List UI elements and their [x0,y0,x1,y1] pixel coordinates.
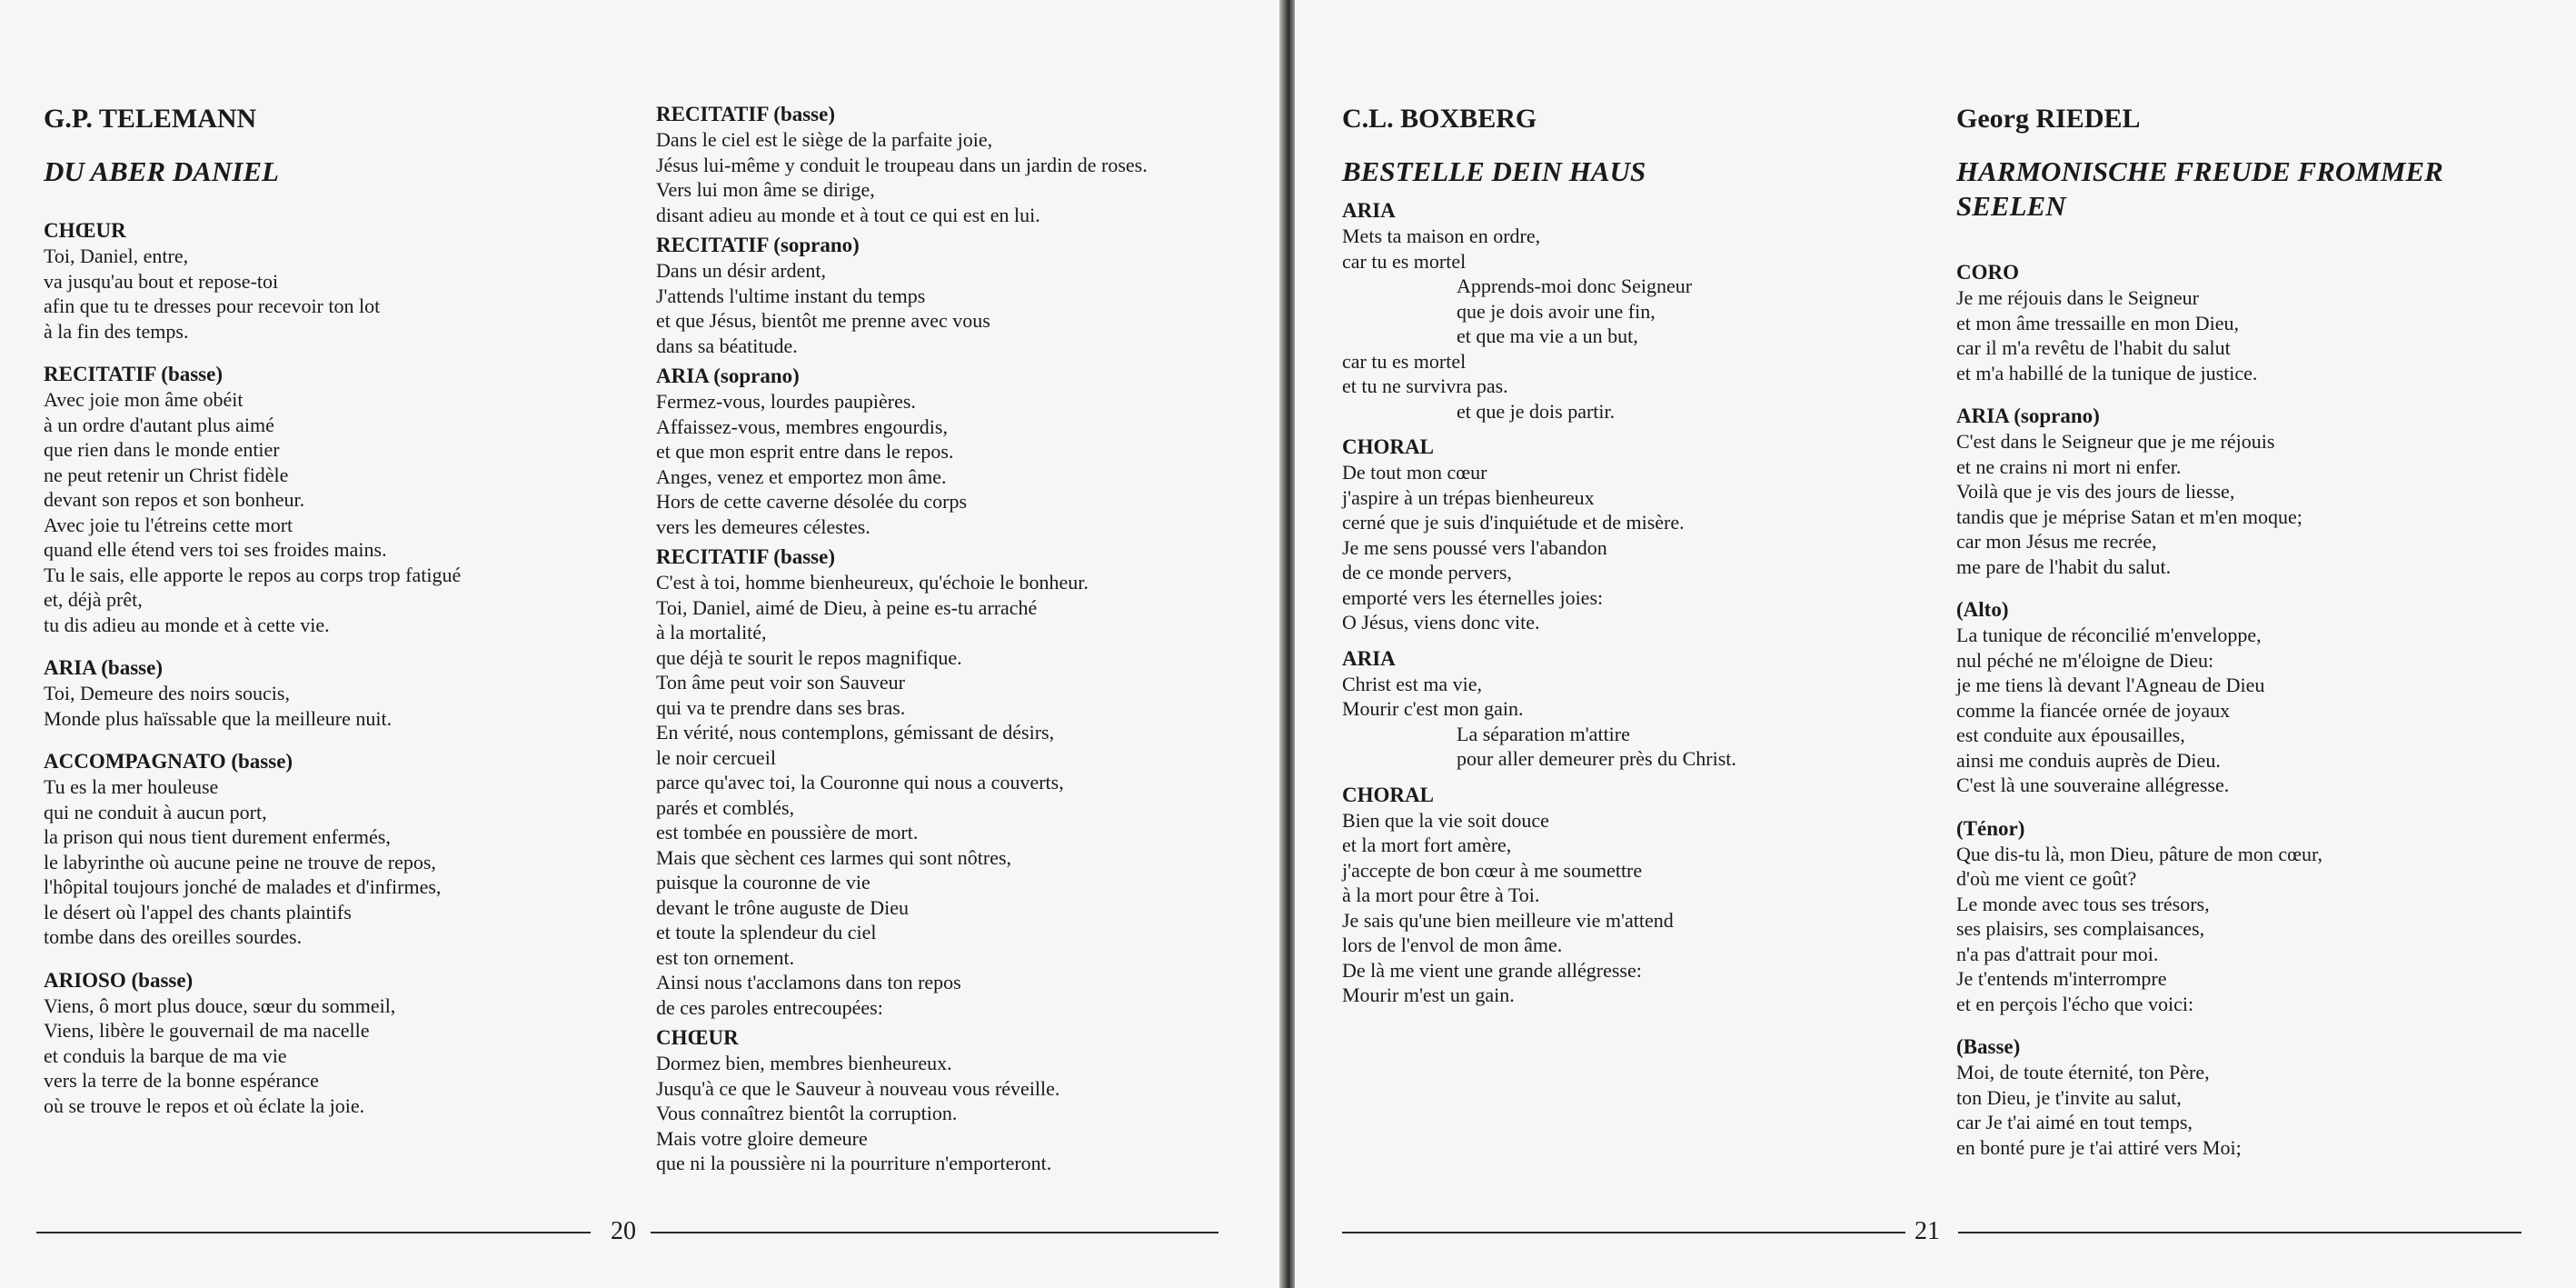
lyric-line: dans sa béatitude. [656,334,798,357]
lyric-line: tu dis adieu au monde et à cette vie. [44,613,330,636]
lyric-line: et conduis la barque de ma vie [44,1043,287,1067]
lyric-line: Anges, venez et emportez mon âme. [656,464,947,488]
section-heading: RECITATIF (soprano) [656,234,860,256]
boxberg-column [1342,102,1924,1019]
lyric-line: C'est là une souveraine allégresse. [1956,774,2230,796]
lyric-line: J'attends l'ultime instant du temps [656,284,926,307]
lyric-line: La tunique de réconcilié m'enveloppe, [1956,624,2262,646]
lyric-line: De tout mon cœur [1342,461,1487,484]
section-heading: (Basse) [1956,1035,2021,1058]
lyric-line: Ton âme peut voir son Sauveur [656,671,906,694]
section-heading: ARIA (basse) [44,656,163,679]
lyric-line: De là me vient une grande allégresse: [1342,958,1642,982]
lyric-line: ses plaisirs, ses complaisances, [1956,917,2205,940]
lyric-line: emporté vers les éternelles joies: [1342,585,1604,609]
lyric-line: j'aspire à un trépas bienheureux [1342,485,1595,509]
lyric-line: que ni la poussière ni la pourriture n'emporteront. [656,1152,1052,1174]
composer-name: G.P. TELEMANN [44,104,257,134]
lyric-line: En vérité, nous contemplons, gémissant de désirs, [656,721,1055,744]
lyric-line: Dormez bien, membres bienheureux. [656,1052,952,1074]
lyric-line: Affaissez-vous, membres engourdis, [656,414,948,438]
section-heading: ACCOMPAGNATO (basse) [44,750,293,773]
section-list [656,102,1238,1176]
lyric-line: cerné que je suis d'inquiétude et de misère. [1342,511,1685,534]
lyric-line: devant son repos et son bonheur. [44,488,305,511]
lyric-line: tombe dans des oreilles sourdes. [44,925,303,948]
page-footer [0,1218,1279,1245]
section-heading: CHŒUR [44,219,126,242]
lyric-line: Ainsi nous t'acclamons dans ton repos [656,971,961,993]
lyric-line: car tu es mortel [1342,249,1467,273]
lyric-line: j'accepte de bon cœur à me soumettre [1342,858,1643,882]
lyric-line: Hors de cette caverne désolée du corps [656,490,968,513]
lyric-line: parce qu'avec toi, la Couronne qui nous a couverts, [656,771,1064,794]
lyric-line: quand elle étend vers toi ses froides mains. [44,538,387,561]
lyric-line: qui va te prendre dans ses bras. [656,695,906,719]
lyric-line: Toi, Demeure des noirs soucis, [44,682,290,704]
lyric-line: et tu ne survivra pas. [1342,374,1508,397]
lyric-line: ainsi me conduis auprès de Dieu. [1956,748,2221,772]
lyric-line: Christ est ma vie, [1342,672,1482,695]
lyric-section [656,364,1238,539]
lyric-line: à la mort pour être à Toi. [1342,884,1540,906]
book-gutter [1279,0,1295,1288]
lyric-line: Mourir c'est mon gain. [1342,697,1524,720]
work-title-line: HARMONISCHE FREUDE FROMMER [1956,155,2443,187]
lyric-section [656,544,1238,1020]
lyric-line: Toi, Daniel, aimé de Dieu, à peine es-tu arraché [656,595,1038,619]
lyric-line: Monde plus haïssable que la meilleure nuit. [44,706,393,730]
lyric-line: la prison qui nous tient durement enfermés, [44,825,391,848]
work-title-line: SEELEN [1956,190,2066,222]
lyric-line: et que ma vie a un but, [1457,324,1638,347]
lyric-line: l'hôpital toujours jonché de malades et d'infirmes, [44,875,442,898]
lyric-line: car Je t'ai aimé en tout temps, [1956,1111,2193,1133]
lyric-line: disant adieu au monde et à tout ce qui est en lui. [656,203,1040,226]
lyric-section [44,655,625,731]
lyric-line: je me tiens là devant l'Agneau de Dieu [1956,674,2265,696]
work-title: BESTELLE DEIN HAUS [1342,155,1646,187]
lyric-line: Avec joie mon âme obéit [44,388,244,411]
lyric-line: Mets ta maison en ordre, [1342,225,1541,247]
lyric-line: Je me sens poussé vers l'abandon [1342,535,1607,559]
lyric-section [656,102,1238,227]
section-heading: CHORAL [1342,783,1434,806]
lyric-line: et que Jésus, bientôt me prenne avec vous [656,309,990,332]
lyric-line: qui ne conduit à aucun port, [44,800,267,824]
lyric-line: vers la terre de la bonne espérance [44,1069,319,1092]
lyric-line: Tu es la mer houleuse [44,775,219,798]
lyric-line: Dans un désir ardent, [656,259,826,282]
lyric-line: tandis que je méprise Satan et m'en moque; [1956,504,2302,528]
lyric-line: Je me réjouis dans le Seigneur [1956,286,2199,309]
lyric-line: Mourir m'est un gain. [1342,983,1515,1006]
lyric-line: parés et comblés, [656,795,795,819]
lyric-line: Viens, libère le gouvernail de ma nacelle [44,1019,370,1042]
lyric-line: puisque la couronne de vie [656,871,870,894]
lyric-line: et que je dois partir. [1457,399,1616,423]
lyric-line: comme la fiancée ornée de joyaux [1956,698,2231,722]
lyric-line: de ce monde pervers, [1342,561,1512,584]
lyric-line: Avec joie tu l'étreins cette mort [44,513,293,536]
work-title [1956,155,2538,224]
right-page [1295,0,2576,1288]
section-heading: ARIOSO (basse) [44,968,194,992]
lyric-line: Le monde avec tous ses trésors, [1956,892,2210,915]
lyric-line: où se trouve le repos et où éclate la joie. [44,1093,365,1117]
lyric-line: Je t'entends m'interrompre [1956,967,2167,990]
lyric-line: devant le trône auguste de Dieu [656,895,909,919]
lyric-line: car mon Jésus me recrée, [1956,530,2157,553]
lyric-line: et m'a habillé de la tunique de justice. [1956,361,2258,384]
footer-rule [1342,1232,1905,1233]
page-number: 20 [611,1217,636,1245]
section-heading: CHŒUR [656,1026,739,1049]
lyric-line: Voilà que je vis des jours de liesse, [1956,480,2235,503]
section-heading: ARIA (soprano) [656,364,800,387]
lyric-line: Bien que la vie soit douce [1342,808,1549,832]
riedel-column [1956,102,2538,1178]
lyric-line: Vers lui mon âme se dirige, [656,178,875,201]
lyric-line: n'a pas d'attrait pour moi. [1956,942,2159,965]
footer-rule [36,1232,591,1233]
lyric-line: et ne crains ni mort ni enfer. [1956,454,2182,478]
lyric-line: à un ordre d'autant plus aimé [44,413,274,436]
lyric-line: pour aller demeurer près du Christ. [1457,747,1736,770]
section-list [1956,260,2538,1160]
lyric-line: va jusqu'au bout et repose-toi [44,269,279,293]
lyric-line: de ces paroles entrecoupées: [656,995,883,1019]
lyric-line: Fermez-vous, lourdes paupières. [656,390,916,413]
lyric-line: car tu es mortel [1342,349,1467,373]
lyric-section [44,749,625,950]
lyric-section [1342,434,1924,635]
lyric-line: afin que tu te dresses pour recevoir ton lot [44,295,381,317]
lyric-line: et, déjà prêt, [44,588,143,611]
work-title: DU ABER DANIEL [44,155,279,187]
lyric-line: et mon âme tressaille en mon Dieu, [1956,311,2239,334]
lyric-section [1342,646,1924,772]
telemann-column-continued [656,102,1238,1182]
composer-name: C.L. BOXBERG [1342,104,1537,134]
lyric-line: O Jésus, viens donc vite. [1342,611,1540,634]
lyric-line: à la mortalité, [656,621,767,644]
page-footer [1295,1218,2576,1245]
telemann-column [44,102,625,1136]
lyric-line: Mais que sèchent ces larmes qui sont nôtres, [656,845,1012,869]
section-heading: CHORAL [1342,435,1434,458]
section-heading: CORO [1956,261,2019,284]
lyric-line: et en perçois l'écho que voici: [1956,992,2194,1015]
section-list [1342,198,1924,1008]
lyric-line: Dans le ciel est le siège de la parfaite joie, [656,128,993,151]
left-page [0,0,1279,1288]
lyric-line: nul péché ne m'éloigne de Dieu: [1956,648,2214,672]
section-heading: ARIA [1342,199,1396,222]
lyric-line: ne peut retenir un Christ fidèle [44,463,289,486]
lyric-line: Jésus lui-même y conduit le troupeau dans un jardin de roses. [656,153,1148,176]
lyric-section [1956,816,2538,1017]
lyric-line: C'est à toi, homme bienheureux, qu'échoie le bonheur. [656,571,1089,594]
page-number: 21 [1915,1217,1940,1245]
lyric-line: Jusqu'à ce que le Sauveur à nouveau vous réveille. [656,1076,1060,1100]
section-heading: ARIA [1342,646,1396,670]
lyric-line: est tombée en poussière de mort. [656,821,919,844]
section-heading: RECITATIF (basse) [656,103,836,125]
lyric-line: La séparation m'attire [1457,722,1630,745]
section-heading: (Alto) [1956,598,2009,621]
lyric-line: le noir cercueil [656,745,776,769]
lyric-line: le labyrinthe où aucune peine ne trouve de repos, [44,850,436,874]
lyric-line: est conduite aux épousailles, [1956,724,2185,746]
lyric-section [1956,404,2538,579]
lyric-section [1342,198,1924,424]
section-heading: RECITATIF (basse) [656,545,836,568]
section-heading: (Ténor) [1956,816,2025,840]
lyric-line: me pare de l'habit du salut. [1956,554,2172,578]
lyric-line: d'où me vient ce goût? [1956,867,2137,890]
section-list [44,218,625,1118]
lyric-section [1342,783,1924,1008]
lyric-section [1956,260,2538,385]
lyric-section [44,362,625,637]
lyric-line: lors de l'envol de mon âme. [1342,934,1563,956]
lyric-line: et la mort fort amère, [1342,834,1512,856]
footer-rule [1958,1232,2521,1233]
lyric-line: en bonté pure je t'ai attiré vers Moi; [1956,1135,2242,1159]
section-heading: RECITATIF (basse) [44,363,224,385]
lyric-line: ton Dieu, je t'invite au salut, [1956,1085,2182,1109]
lyric-section [1956,1034,2538,1160]
lyric-line: Moi, de toute éternité, ton Père, [1956,1061,2210,1083]
lyric-section [656,233,1238,358]
lyric-line: et que mon esprit entre dans le repos. [656,440,954,463]
section-heading: ARIA (soprano) [1956,404,2100,427]
lyric-line: Vous connaîtrez bientôt la corruption. [656,1102,958,1124]
lyric-line: C'est dans le Seigneur que je me réjouis [1956,430,2275,453]
lyric-line: Que dis-tu là, mon Dieu, pâture de mon cœur, [1956,842,2322,865]
lyric-line: vers les demeures célestes. [656,514,870,538]
lyric-line: que je dois avoir une fin, [1457,299,1656,323]
composer-name: Georg RIEDEL [1956,104,2141,134]
lyric-section [656,1025,1238,1176]
lyric-line: Viens, ô mort plus douce, sœur du sommeil, [44,993,396,1017]
lyric-line: Tu le sais, elle apporte le repos au corps trop fatigué [44,563,462,586]
lyric-section [1956,597,2538,798]
lyric-line: que déjà te sourit le repos magnifique. [656,645,962,669]
lyric-section [44,218,625,344]
lyric-line: et toute la splendeur du ciel [656,921,877,944]
footer-rule [651,1232,1218,1233]
lyric-line: le désert où l'appel des chants plaintifs [44,900,352,924]
lyric-line: Toi, Daniel, entre, [44,245,189,267]
lyric-line: Mais votre gloire demeure [656,1126,868,1150]
lyric-line: est ton ornement. [656,945,795,969]
lyric-line: Je sais qu'une bien meilleure vie m'attend [1342,908,1674,932]
lyric-section [44,968,625,1119]
lyric-line: car il m'a revêtu de l'habit du salut [1956,336,2231,359]
lyric-line: Apprends-moi donc Seigneur [1457,275,1693,297]
lyric-line: à la fin des temps. [44,319,189,343]
lyric-line: que rien dans le monde entier [44,438,280,461]
